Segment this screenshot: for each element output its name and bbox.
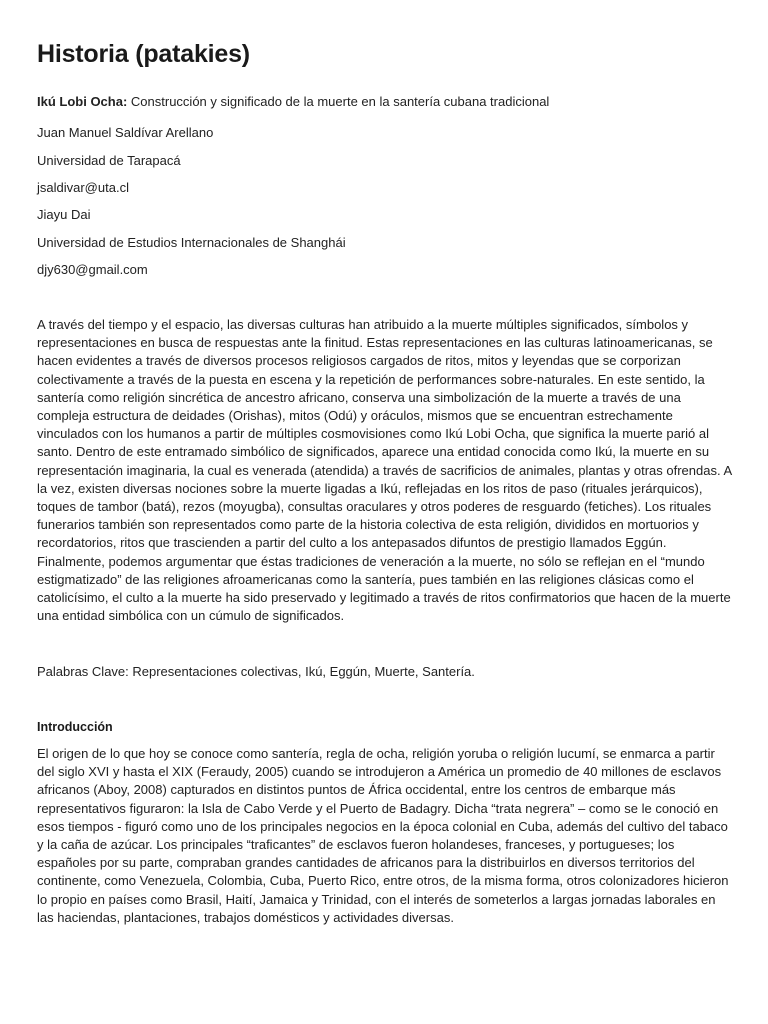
- subtitle-text: Construcción y significado de la muerte en la santería cubana tradicional: [127, 94, 550, 109]
- author-name: Juan Manuel Saldívar Arellano: [37, 125, 214, 140]
- coauthor-name: Jiayu Dai: [37, 207, 91, 222]
- page-title: Historia (patakies): [37, 40, 250, 68]
- abstract-paragraph: A través del tiempo y el espacio, las diversas culturas han atribuido a la muerte múltiples significados, símbolos y representaciones en busca de respuestas ante la finitud. Estas representaciones en las culturas latinoamericanas, se hacen evidentes a través de diversos procesos religiosos cargados de ritos, mitos y leyendas que se corporizan colectivamente a través de la puesta en escena y la repetición de performances sobre-naturales. En este sentido, la santería como religión sincrética de ancestro africano, conserva una simbolización de la muerte a través de una compleja estructura de deidades (Orishas), mitos (Odú) y oráculos, mismos que se encuentran estrechamente vinculados con los humanos a partir de múltiples cosmovisiones como Ikú Lobi Ocha, que significa la muerte parió al santo. Dentro de este entramado simbólico de significados, aparece una entidad conocida como Ikú, la muerte en su representación imaginaria, la cual es venerada (atendida) a través de sacrificios de animales, plantas y otras ofrendas. A la vez, existen diversas nociones sobre la muerte ligadas a Ikú, reflejadas en los ritos de paso (rituales jerárquicos), toques de tambor (batá), rezos (moyugba), consultas oraculares y otros poderes de resguardo (fetiches). Los rituales funerarios también son representados como parte de la historia colectiva de esta religión, divididos en mortuorios y recordatorios, ritos que trascienden a partir del culto a los antepasados difuntos de prestigio llamados Eggún. Finalmente, podemos argumentar que éstas tradiciones de veneración a la muerte, no sólo se reflejan en el “mundo estigmatizado” de las religiones afroamericanas como la santería, pues también en las religiones clásicas como el catolicísimo, el culto a la muerte ha sido preservado y legitimado a través de ritos confirmatorios que hacen de la muerte una entidad simbólica con un cúmulo de significados.: [37, 317, 732, 624]
- coauthor-email: djy630@gmail.com: [37, 262, 148, 277]
- author-email: jsaldivar@uta.cl: [37, 180, 129, 195]
- author-affiliation: Universidad de Tarapacá: [37, 153, 181, 168]
- article-subtitle: [37, 93, 549, 111]
- section-heading-introduccion: Introducción: [37, 720, 113, 734]
- keywords-line: Palabras Clave: Representaciones colectivas, Ikú, Eggún, Muerte, Santería.: [37, 664, 475, 679]
- subtitle-keyword: Ikú Lobi Ocha:: [37, 94, 128, 109]
- introduction-paragraph: El origen de lo que hoy se conoce como santería, regla de ocha, religión yoruba o religión lucumí, se enmarca a partir del siglo XVI y hasta el XIX (Feraudy, 2005) cuando se introdujeron a América un promedio de 40 millones de esclavos africanos (Aboy, 2008) capturados en distintos puntos de África occidental, entre los centros de embarque más representativos figuraron: la Isla de Cabo Verde y el Puerto de Badagry. Dicha “trata negrera” – como se le conoció en esos tiempos - figuró como uno de los principales negocios en la época colonial en Cuba, además del cultivo del tabaco y la caña de azúcar. Los principales “traficantes” de esclavos fueron holandeses, franceses, y portugueses; los españoles por su parte, compraban grandes cantidades de africanos para la distribuirlos en diversos territorios del continente, como Venezuela, Colombia, Cuba, Puerto Rico, entre otros, de la misma forma, otros colonizadores hicieron lo propio en países como Brasil, Haití, Jamaica y Trinidad, con el interés de someterlos a largas jornadas laborales en las haciendas, plantaciones, trabajos domésticos y actividades diversas.: [37, 746, 729, 925]
- coauthor-affiliation: Universidad de Estudios Internacionales de Shanghái: [37, 235, 346, 250]
